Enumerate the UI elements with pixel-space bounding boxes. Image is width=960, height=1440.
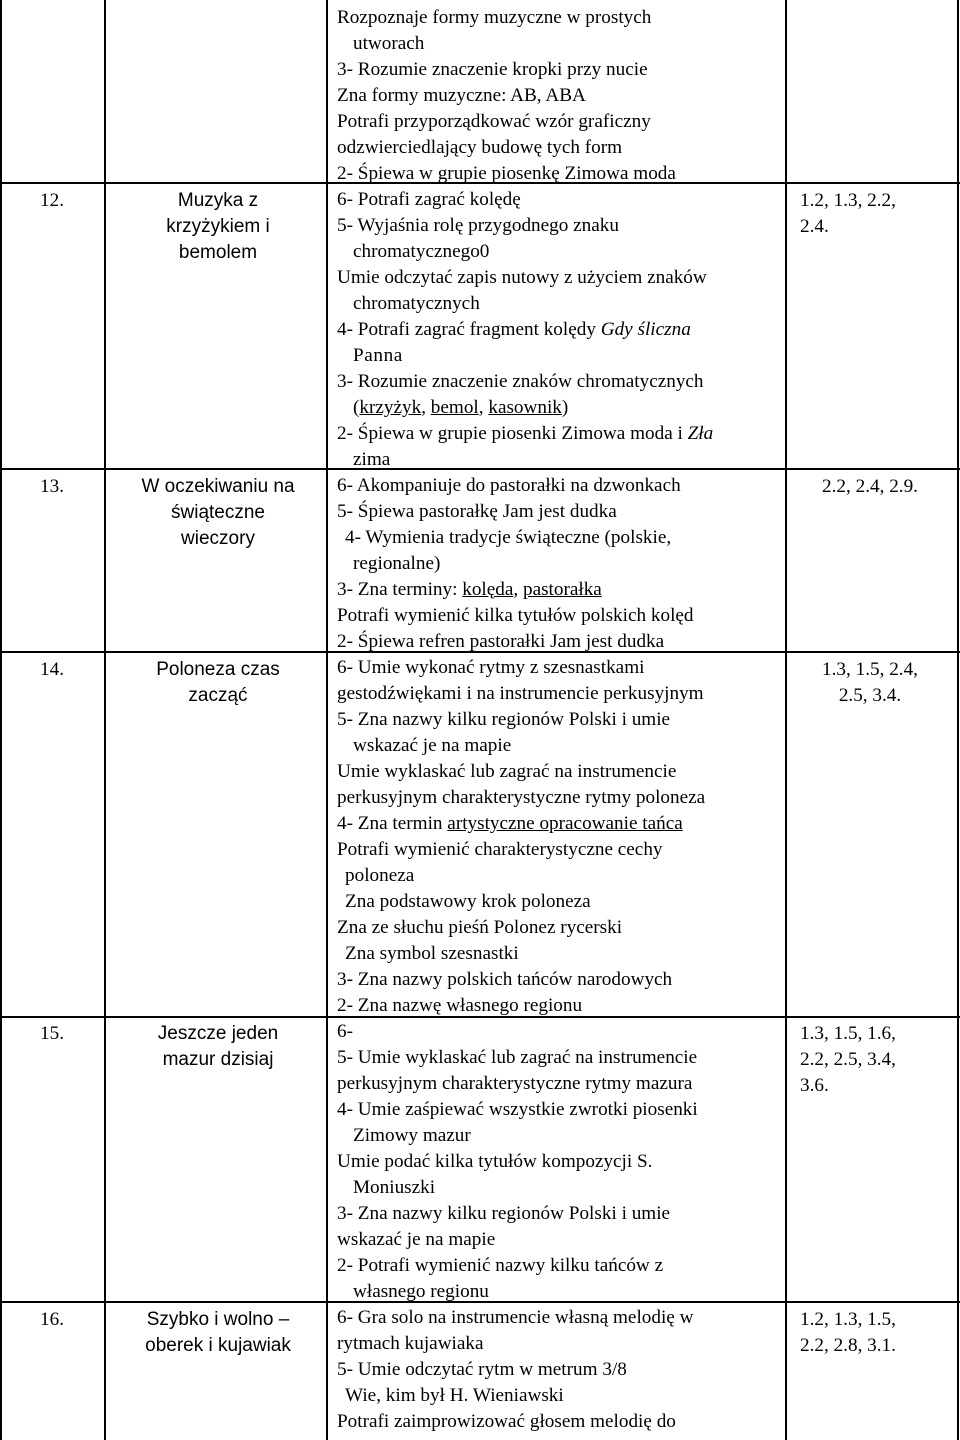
ref-line: 2.4. [800,216,829,237]
requirements-column [337,5,785,1435]
requirement-text: 4- Potrafi zagrać fragment kolędy [337,319,601,340]
text-fragment: , [478,397,489,418]
requirement-line: poloneza [345,865,415,886]
requirement-line: perkusyjnym charakterystyczne rytmy poloneza [337,787,706,808]
term-koleda: kolęda [462,579,514,600]
requirement-line: odzwierciedlający budowę tych form [337,137,623,158]
lesson-title [118,1307,318,1359]
ref-line: 3.6. [800,1075,829,1096]
requirement-line: 2- Potrafi wymienić nazwy kilku tańców z [337,1255,664,1276]
requirement-line: Zna ze słuchu pieśń Polonez rycerski [337,917,623,938]
requirement-line: 6- Potrafi zagrać kolędę [337,189,521,210]
requirement-line: regionalne) [353,553,441,574]
ref-line: 1.3, 1.5, 1.6, [800,1023,896,1044]
requirement-text: 3- Zna terminy: [337,579,463,600]
requirement-line: rytmach kujawiaka [337,1333,484,1354]
term-pastoralka: pastorałka [522,579,602,600]
requirement-line [337,811,785,837]
requirement-line: 3- Rozumie znaczenie znaków chromatycznych [337,371,704,392]
requirement-line: 6- [337,1021,353,1042]
requirement-line: 5- Umie odczytać rytm w metrum 3/8 [337,1359,627,1380]
requirement-line: 2- Śpiewa w grupie piosenkę Zimowa moda [337,163,676,184]
requirement-line: 3- Zna nazwy polskich tańców narodowych [337,969,673,990]
requirement-line: 6- Akompaniuje do pastorałki na dzwonkach [337,475,681,496]
requirement-line: 4- Wymienia tradycje świąteczne (polskie, [345,527,672,548]
requirement-line: utworach [353,33,425,54]
curriculum-refs [800,1307,950,1359]
requirement-line: perkusyjnym charakterystyczne rytmy mazura [337,1073,693,1094]
ref-line: 2.5, 3.4. [838,685,902,706]
requirement-line: Zna podstawowy krok poloneza [345,891,591,912]
requirement-line: 5- Wyjaśnia rolę przygodnego znaku [337,215,619,236]
title-line: oberek i kujawiak [145,1335,291,1356]
title-line: świąteczne [171,502,265,523]
title-line: Poloneza czas [156,659,280,680]
requirement-line: Potrafi przyporządkować wzór graficzny [337,111,651,132]
requirement-line: 6- Umie wykonać rytmy z szesnastkami [337,657,645,678]
text-fragment: , [513,579,523,600]
curriculum-refs [800,188,950,240]
requirement-line: gestodźwiękami i na instrumencie perkusyjnym [337,683,704,704]
requirement-line: Umie wyklaskać lub zagrać na instrumencie [337,761,677,782]
title-line: bemolem [178,242,258,263]
lesson-number: 13. [40,476,64,497]
requirement-line: 2- Śpiewa refren pastorałki Jam jest dudka [337,631,665,652]
requirement-text: 2- Śpiewa w grupie piosenki Zimowa moda i [337,423,688,444]
title-line: W oczekiwaniu na [141,476,295,497]
term-kasownik: kasownik [488,397,562,418]
lesson-title [118,474,318,552]
requirement-line: wskazać je na mapie [337,1229,496,1250]
requirement-line: Potrafi wymienić kilka tytułów polskich kolęd [337,605,694,626]
title-line: Jeszcze jeden [157,1023,279,1044]
curriculum-refs [790,474,950,500]
lesson-number: 16. [40,1309,64,1330]
requirement-line: chromatycznego0 [353,241,490,262]
requirement-line: 3- Zna nazwy kilku regionów Polski i umie [337,1203,671,1224]
title-line: zacząć [188,685,248,706]
requirement-line: Zna symbol szesnastki [345,943,519,964]
term-krzyzyk: krzyżyk [359,397,422,418]
ref-line: 1.2, 1.3, 2.2, [800,190,896,211]
requirement-line: 6- Gra solo na instrumencie własną melodię w [337,1307,694,1328]
lesson-number: 12. [40,190,64,211]
requirement-line: Potrafi zaimprowizować głosem melodię do [337,1411,676,1432]
requirement-line [337,317,785,343]
table-border-right [957,0,959,1440]
requirement-line: 5- Zna nazwy kilku regionów Polski i umie [337,709,671,730]
title-line: Szybko i wolno – [146,1309,290,1330]
song-title: Gdy śliczna [600,319,691,340]
ref-line: 2.2, 2.4, 2.9. [822,476,918,497]
requirement-line: Moniuszki [353,1177,436,1198]
requirement-line: Potrafi wymienić charakterystyczne cechy [337,839,663,860]
curriculum-refs [790,657,950,709]
column-divider-1 [104,0,106,1440]
requirement-line: Zna formy muzyczne: AB, ABA [337,85,586,106]
curriculum-refs [800,1021,950,1099]
requirement-line: 5- Umie wyklaskać lub zagrać na instrumencie [337,1047,698,1068]
ref-line: 2.2, 2.8, 3.1. [800,1335,896,1356]
title-line: krzyżykiem i [166,216,270,237]
requirement-line: wskazać je na mapie [353,735,512,756]
requirement-text: 4- Zna termin [337,813,448,834]
text-fragment: , [421,397,431,418]
lesson-number: 15. [40,1023,64,1044]
lesson-number: 14. [40,659,64,680]
song-title: Zła [687,423,714,444]
requirement-line: 3- Rozumie znaczenie kropki przy nucie [337,59,648,80]
requirement-line: Umie podać kilka tytułów kompozycji S. [337,1151,653,1172]
lesson-title [118,657,318,709]
ref-line: 1.3, 1.5, 2.4, [822,659,918,680]
table-border-left [0,0,2,1440]
requirement-line: Rozpoznaje formy muzyczne w prostych [337,7,652,28]
title-line: mazur dzisiaj [162,1049,274,1070]
ref-line: 1.2, 1.3, 1.5, [800,1309,896,1330]
requirement-line [337,577,785,603]
lesson-title [118,1021,318,1073]
text-fragment: ( [353,397,360,418]
requirement-line: Umie odczytać zapis nutowy z użyciem znaków [337,267,707,288]
term-artystyczne-opracowanie: artystyczne opracowanie tańca [447,813,683,834]
title-line: wieczory [181,528,255,549]
requirement-line: zima [353,449,391,470]
requirement-line: 4- Umie zaśpiewać wszystkie zwrotki piosenki [337,1099,698,1120]
requirement-line: własnego regionu [353,1281,489,1302]
requirement-line: 5- Śpiewa pastorałkę Jam jest dudka [337,501,617,522]
lesson-title [118,188,318,266]
requirement-line: Zimowy mazur [353,1125,471,1146]
requirement-line: 2- Zna nazwę własnego regionu [337,995,583,1016]
requirement-line: Wie, kim był H. Wieniawski [345,1385,564,1406]
requirement-line [337,421,785,447]
title-line: Muzyka z [177,190,259,211]
text-fragment: ) [561,397,569,418]
requirement-line: chromatycznych [353,293,480,314]
column-divider-2 [326,0,328,1440]
term-bemol: bemol [430,397,479,418]
requirement-line: Panna [353,345,403,366]
ref-line: 2.2, 2.5, 3.4, [800,1049,896,1070]
column-divider-3 [785,0,787,1440]
requirement-line [337,395,785,421]
